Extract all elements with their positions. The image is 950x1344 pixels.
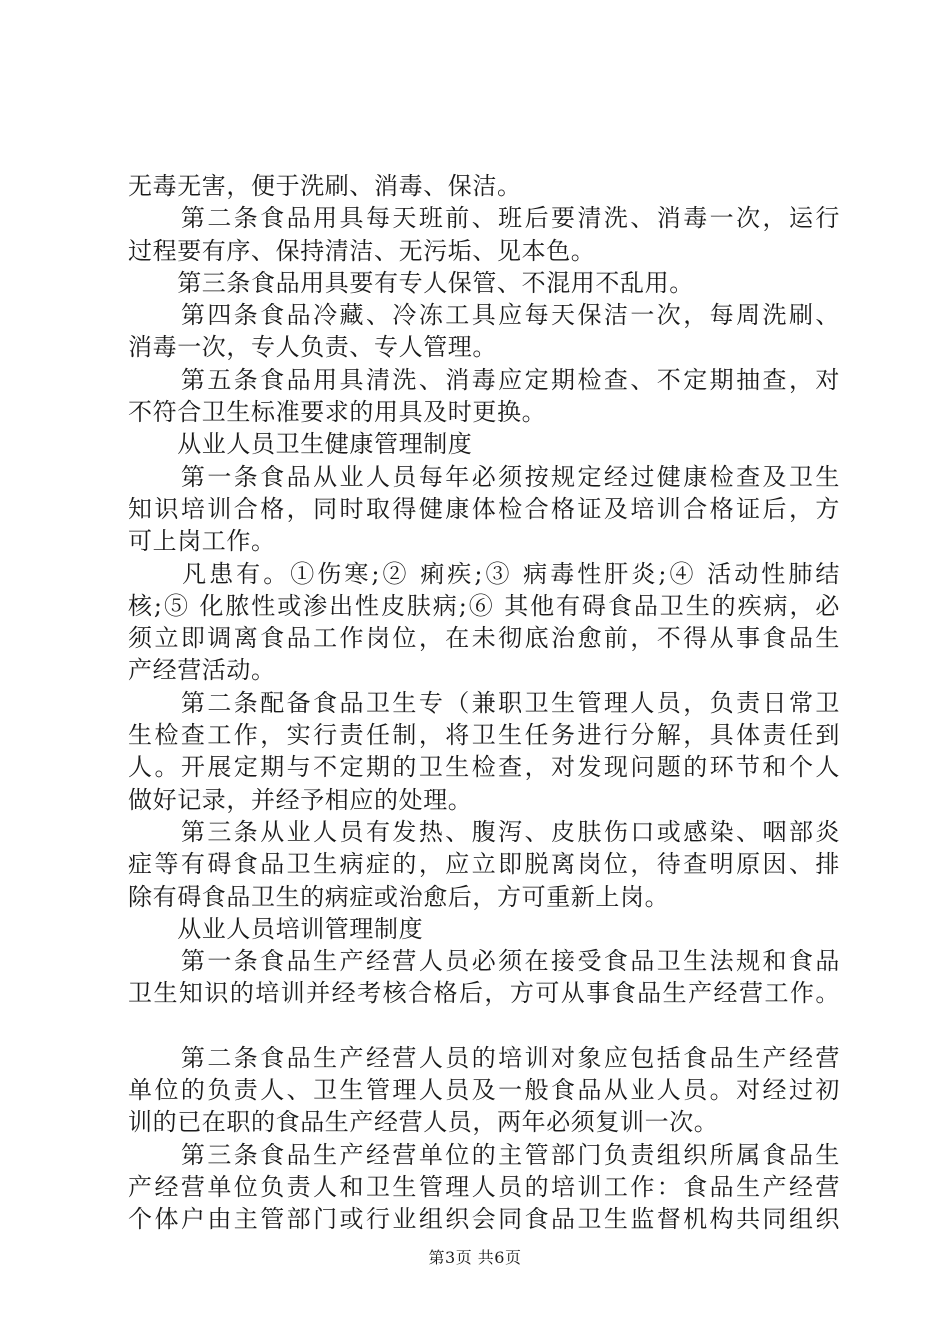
text-line: 第三条食品生产经营单位的主管部门负责组织所属食品生 — [128, 1140, 840, 1169]
text-line: 核;⑤ 化脓性或渗出性皮肤病;⑥ 其他有碍食品卫生的疾病，必 — [128, 591, 840, 620]
text-line: 产经营单位负责人和卫生管理人员的培训工作：食品生产经营 — [128, 1172, 840, 1201]
text-line: 凡患有。①伤寒;② 痢疾;③ 病毒性肝炎;④ 活动性肺结 — [128, 559, 840, 588]
text-line: 第五条食品用具清洗、消毒应定期检查、不定期抽查，对 — [128, 365, 840, 394]
document-body — [128, 170, 840, 1236]
text-line: 训的已在职的食品生产经营人员，两年必须复训一次。 — [128, 1108, 719, 1137]
page-footer: 第3页 共6页 — [428, 1248, 522, 1267]
text-line: 消毒一次，专人负责、专人管理。 — [128, 333, 497, 362]
text-line: 过程要有序、保持清洁、无污垢、见本色。 — [128, 236, 596, 265]
text-line: 第三条从业人员有发热、腹泻、皮肤伤口或感染、咽部炎 — [128, 817, 840, 846]
text-line: 除有碍食品卫生的病症或治愈后，方可重新上岗。 — [128, 882, 670, 911]
text-line: 第三条食品用具要有专人保管、不混用不乱用。 — [128, 268, 694, 297]
text-line: 从业人员培训管理制度 — [128, 914, 424, 943]
text-line: 单位的负责人、卫生管理人员及一般食品从业人员。对经过初 — [128, 1076, 840, 1105]
text-line: 可上岗工作。 — [128, 527, 276, 556]
text-line: 无毒无害，便于洗刷、消毒、保洁。 — [128, 172, 522, 200]
text-line: 从业人员卫生健康管理制度 — [128, 430, 473, 459]
text-line: 第一条食品生产经营人员必须在接受食品卫生法规和食品 — [128, 947, 840, 976]
blank-line — [128, 1010, 840, 1042]
text-line: 症等有碍食品卫生病症的，应立即脱离岗位，待查明原因、排 — [128, 850, 840, 879]
text-line: 人。开展定期与不定期的卫生检查，对发现问题的环节和个人 — [128, 753, 840, 782]
text-line: 第一条食品从业人员每年必须按规定经过健康检查及卫生 — [128, 462, 840, 491]
text-line: 不符合卫生标准要求的用具及时更换。 — [128, 398, 547, 427]
text-line: 须立即调离食品工作岗位，在未彻底治愈前，不得从事食品生 — [128, 624, 840, 653]
text-line: 个体户由主管部门或行业组织会同食品卫生监督机构共同组织 — [128, 1205, 840, 1234]
text-line: 知识培训合格，同时取得健康体检合格证及培训合格证后，方 — [128, 494, 840, 523]
text-line: 第四条食品冷藏、冷冻工具应每天保洁一次，每周洗刷、 — [128, 301, 840, 330]
text-line: 第二条食品生产经营人员的培训对象应包括食品生产经营 — [128, 1043, 840, 1072]
text-line: 生检查工作，实行责任制，将卫生任务进行分解，具体责任到 — [128, 721, 840, 750]
text-line: 产经营活动。 — [128, 656, 276, 685]
text-line: 卫生知识的培训并经考核合格后，方可从事食品生产经营工作。 — [128, 979, 840, 1008]
text-line: 第二条食品用具每天班前、班后要清洗、消毒一次，运行 — [128, 204, 840, 233]
text-line: 做好记录，并经予相应的处理。 — [128, 785, 473, 814]
text-line: 第二条配备食品卫生专（兼职卫生管理人员，负责日常卫 — [128, 688, 840, 717]
